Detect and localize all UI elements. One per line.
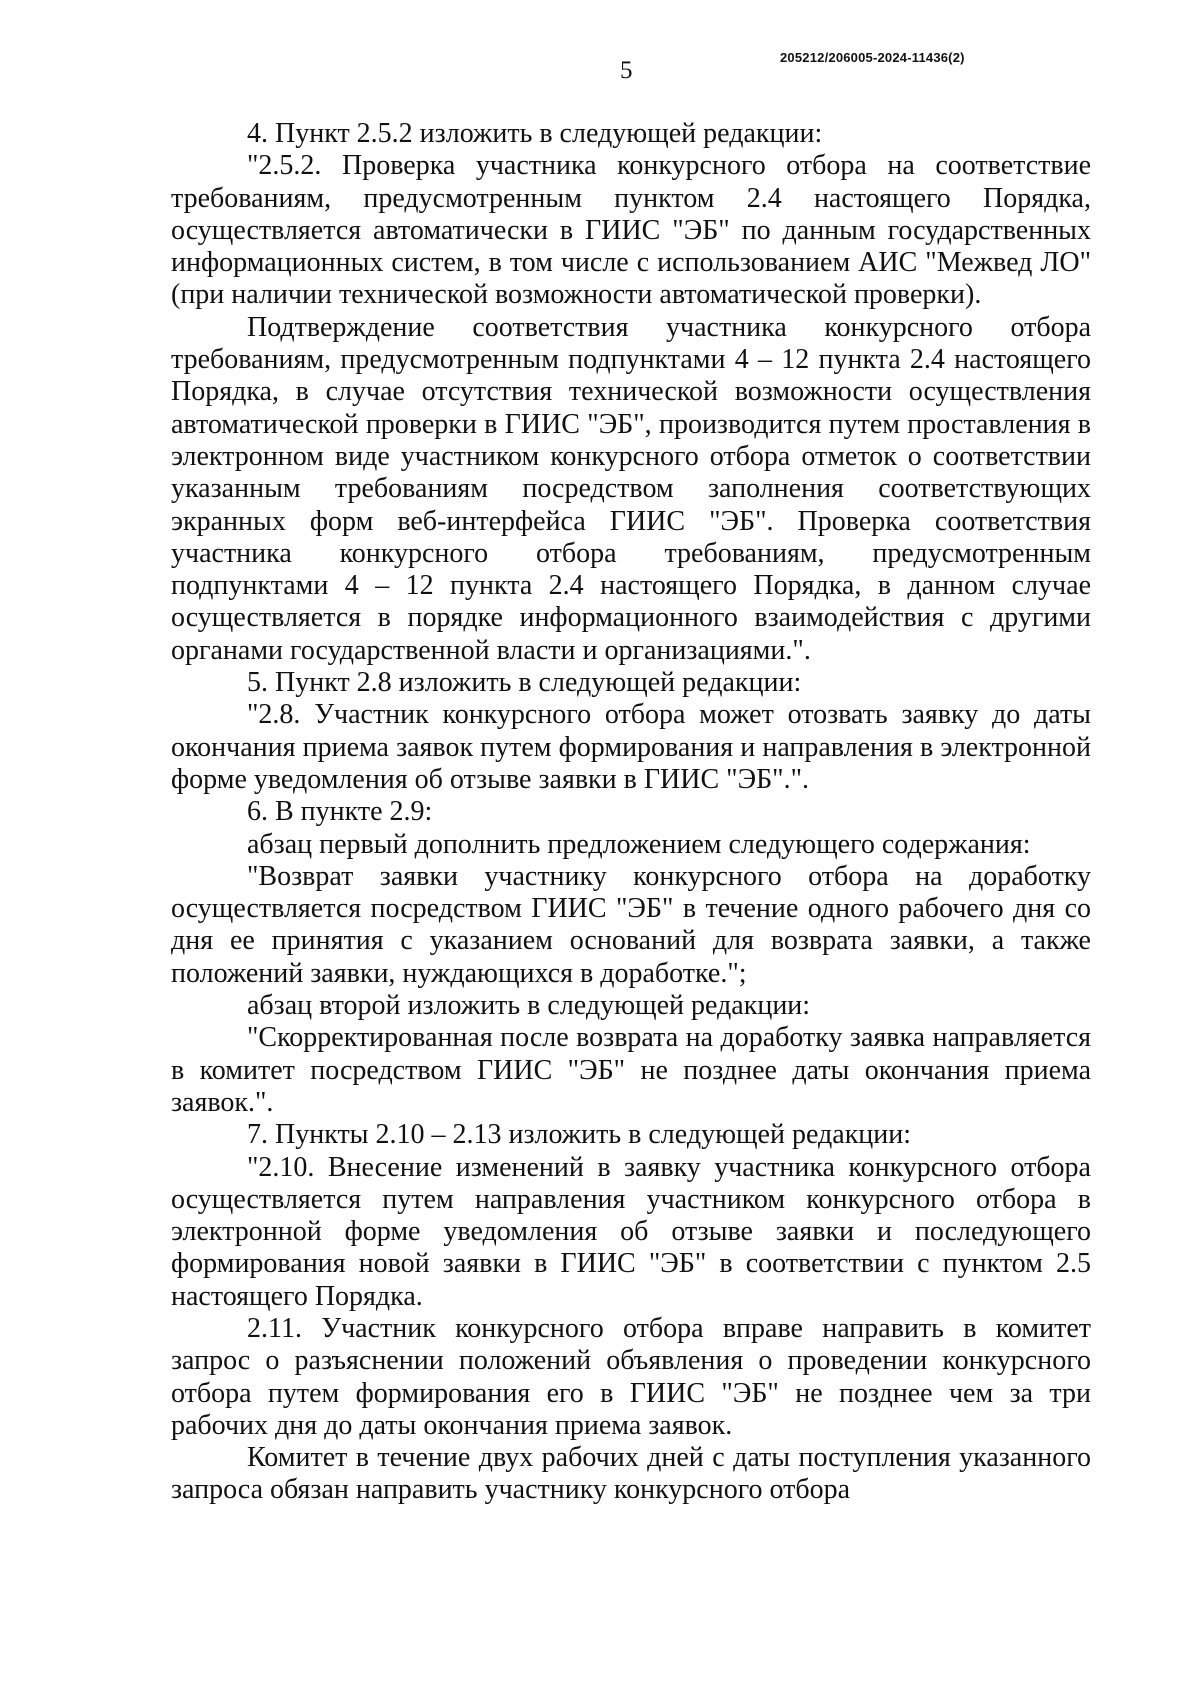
paragraph-confirmation: Подтверждение соответствия участника конкурсного отбора требованиям, предусмотренным подпунктами 4 – 12 пункта 2.4 настоящего Порядка, в случае отсутствия технической возможности осуществления автоматической проверки в ГИИС "ЭБ", производится путем проставления в электронном виде участником конкурсного отбора отметок о соответствии указанным требованиям посредством заполнения соответствующих экранных форм веб-интерфейса ГИИС "ЭБ". Проверка соответствия участника конкурсного отбора требованиям, предусмотренным подпунктами 4 – 12 пункта 2.4 настоящего Порядка, в данном случае осуществляется в порядке информационного взаимодействия с другими органами государственной власти и организациями.". xyxy=(171,311,1091,666)
paragraph-committee-text: Комитет в течение двух рабочих дней с даты поступления указанного запроса обязан направить участнику конкурсного отбора xyxy=(171,1442,1091,1506)
paragraph-2-10-text: "2.10. Внесение изменений в заявку участника конкурсного отбора осуществляется путем направления участником конкурсного отбора в электронной форме уведомления об отзыве заявки и последующего формирования новой заявки в ГИИС "ЭБ" в соответствии с пунктом 2.5 настоящего Порядка. xyxy=(171,1151,1091,1312)
paragraph-first-para-addition: абзац первый дополнить предложением следующего содержания: xyxy=(247,828,1031,860)
document-body xyxy=(171,118,1091,1507)
paragraph-item-7-heading: 7. Пункты 2.10 – 2.13 изложить в следующей редакции: xyxy=(247,1119,912,1151)
page-number: 5 xyxy=(620,57,633,84)
paragraph-2-11-text: 2.11. Участник конкурсного отбора вправе направить в комитет запрос о разъяснении положений объявления о проведении конкурсного отбора путем формирования его в ГИИС "ЭБ" не позднее чем за три рабочих дня до даты окончания приема заявок. xyxy=(171,1312,1091,1441)
paragraph-item-6-heading: 6. В пункте 2.9: xyxy=(247,796,433,828)
paragraph-2-5-2-text: "2.5.2. Проверка участника конкурсного отбора на соответствие требованиям, предусмотренным пунктом 2.4 настоящего Порядка, осуществляется автоматически в ГИИС "ЭБ" по данным государственных информационных систем, в том числе с использованием АИС "Межвед ЛО" (при наличии технической возможности автоматической проверки). xyxy=(171,150,1091,311)
paragraph-return-text: "Возврат заявки участнику конкурсного отбора на доработку осуществляется посредством ГИИС "ЭБ" в течение одного рабочего дня со дня ее принятия с указанием оснований для возврата заявки, а также положений заявки, нуждающихся в доработке."; xyxy=(171,860,1091,989)
paragraph-second-para-heading: абзац второй изложить в следующей редакции: xyxy=(247,990,811,1022)
paragraph-corrected-text: "Скорректированная после возврата на доработку заявка направляется в комитет посредством ГИИС "ЭБ" не позднее даты окончания приема заявок.". xyxy=(171,1022,1091,1118)
paragraph-item-4-heading: 4. Пункт 2.5.2 изложить в следующей редакции: xyxy=(247,118,823,149)
paragraph-2-8-text: "2.8. Участник конкурсного отбора может отозвать заявку до даты окончания приема заявок путем формирования и направления в электронной форме уведомления об отзыве заявки в ГИИС "ЭБ".". xyxy=(171,699,1091,795)
document-id: 205212/206005-2024-11436(2) xyxy=(780,50,965,65)
paragraph-item-5-heading: 5. Пункт 2.8 изложить в следующей редакции: xyxy=(247,667,802,699)
